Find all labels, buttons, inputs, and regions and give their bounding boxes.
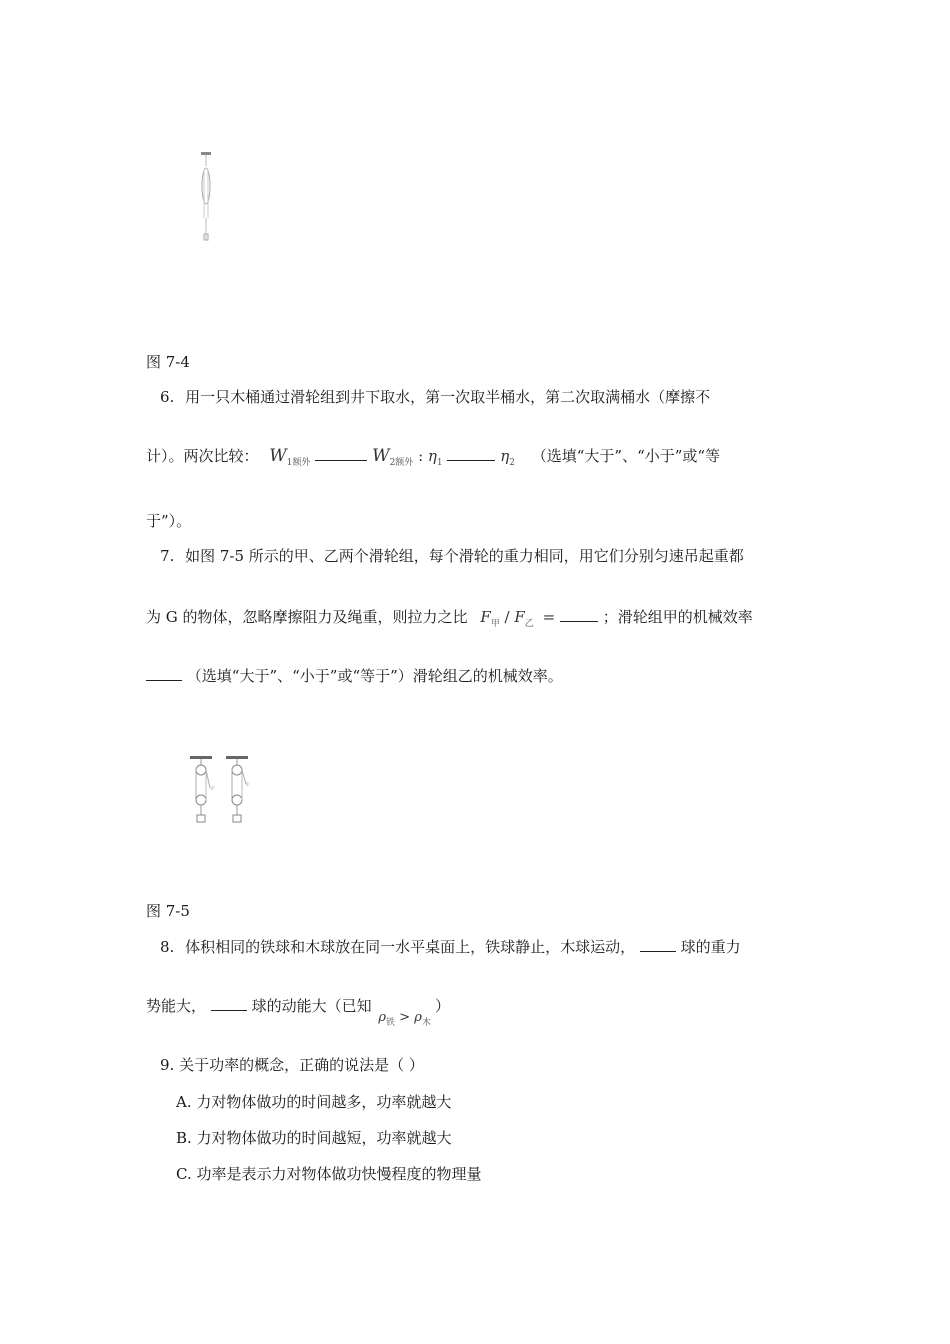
question-6-suffix: （选填“大于”、“小于”或“等: [531, 447, 721, 465]
rho-wood-subscript: 木: [421, 1018, 431, 1028]
blank-force-ratio[interactable]: [560, 607, 598, 622]
question-8-end: ）: [435, 997, 451, 1015]
colon: :: [418, 447, 424, 465]
question-9-option-b[interactable]: B. 力对物体做功的时间越短，功率就越大: [176, 1129, 452, 1147]
blank-efficiency-compare[interactable]: [146, 666, 182, 681]
rho-symbol-2: ρ: [414, 1010, 422, 1025]
force-ratio: [480, 608, 560, 629]
work-symbol-1: W: [269, 446, 287, 466]
question-8-line-2: [146, 996, 451, 1028]
question-8-prefix: 势能大，: [146, 997, 207, 1015]
question-7-number: 7.: [160, 547, 175, 565]
question-7-text-1: 如图 7-5 所示的甲、乙两个滑轮组，每个滑轮的重力相同，用它们分别匀速吊起重都: [185, 547, 744, 565]
eta-symbol-2: η: [500, 447, 510, 465]
figure-7-4-diagram: [195, 148, 217, 246]
question-6-number: 6.: [160, 388, 175, 406]
question-8-number: 8.: [160, 938, 175, 956]
blank-eta-compare[interactable]: [447, 446, 495, 461]
eta-1-subscript: 1: [436, 458, 443, 468]
question-6-line-1: [160, 387, 710, 407]
question-7-line-3-text: （选填“大于”、“小于”或“等于”）滑轮组乙的机械效率。: [186, 667, 563, 685]
rho-symbol-1: ρ: [378, 1010, 387, 1025]
question-8-line-1: [160, 937, 741, 957]
density-compare: [378, 1010, 435, 1028]
force-yi-subscript: 乙: [524, 619, 534, 629]
force-symbol-1: F: [480, 608, 491, 626]
question-8-text-1: 体积相同的铁球和木球放在同一水平桌面上，铁球静止，木球运动，: [185, 938, 636, 956]
work-2-subscript: 2额外: [389, 458, 414, 468]
force-symbol-2: F: [514, 608, 525, 626]
question-6-line-2: [146, 446, 720, 473]
question-6-line-3: 于”）。: [146, 512, 192, 530]
blank-kinetic-energy[interactable]: [211, 996, 247, 1011]
question-9-option-c[interactable]: C. 功率是表示力对物体做功快慢程度的物理量: [176, 1165, 482, 1183]
force-jia-subscript: 甲: [490, 619, 500, 629]
question-6-text-1: 用一只木桶通过滑轮组到井下取水，第一次取半桶水，第二次取满桶水（摩擦不: [185, 388, 711, 406]
efficiency-1: [427, 447, 448, 468]
ratio-slash: /: [504, 608, 510, 626]
work-2-extra: [372, 446, 418, 468]
work-symbol-2: W: [372, 446, 390, 466]
question-9-option-a[interactable]: A. 力对物体做功的时间越多，功率就越大: [176, 1093, 452, 1111]
question-8-mid: 球的动能大（已知: [251, 997, 372, 1015]
question-7-line-2: [146, 607, 753, 634]
figure-7-5-diagram: [186, 754, 256, 826]
figure-7-4-caption: 图 7-4: [146, 353, 190, 371]
rho-iron-subscript: 铁: [386, 1018, 396, 1028]
efficiency-2: [500, 447, 520, 468]
question-9-stem: 9. 关于功率的概念，正确的说法是（ ）: [160, 1056, 424, 1074]
question-7-line-1: [160, 546, 744, 566]
svg-text:F: F: [246, 782, 250, 788]
greater-than-sign: >: [399, 1010, 411, 1025]
work-1-extra: [269, 446, 315, 468]
question-7-prefix: 为 G 的物体，忽略摩擦阻力及绳重，则拉力之比: [146, 608, 468, 626]
work-1-subscript: 1额外: [286, 458, 311, 468]
eta-symbol-1: η: [427, 447, 437, 465]
question-7-suffix: ；滑轮组甲的机械效率: [602, 608, 753, 626]
question-7-line-3: [146, 666, 563, 686]
blank-potential-energy[interactable]: [640, 937, 676, 952]
question-8-text-1-suffix: 球的重力: [680, 938, 741, 956]
figure-7-5-caption: 图 7-5: [146, 902, 190, 920]
question-6-prefix: 计）。两次比较：: [146, 447, 259, 465]
svg-text:F: F: [211, 786, 215, 792]
equals-sign: =: [542, 608, 556, 626]
blank-w-compare[interactable]: [315, 446, 367, 461]
eta-2-subscript: 2: [509, 458, 515, 468]
